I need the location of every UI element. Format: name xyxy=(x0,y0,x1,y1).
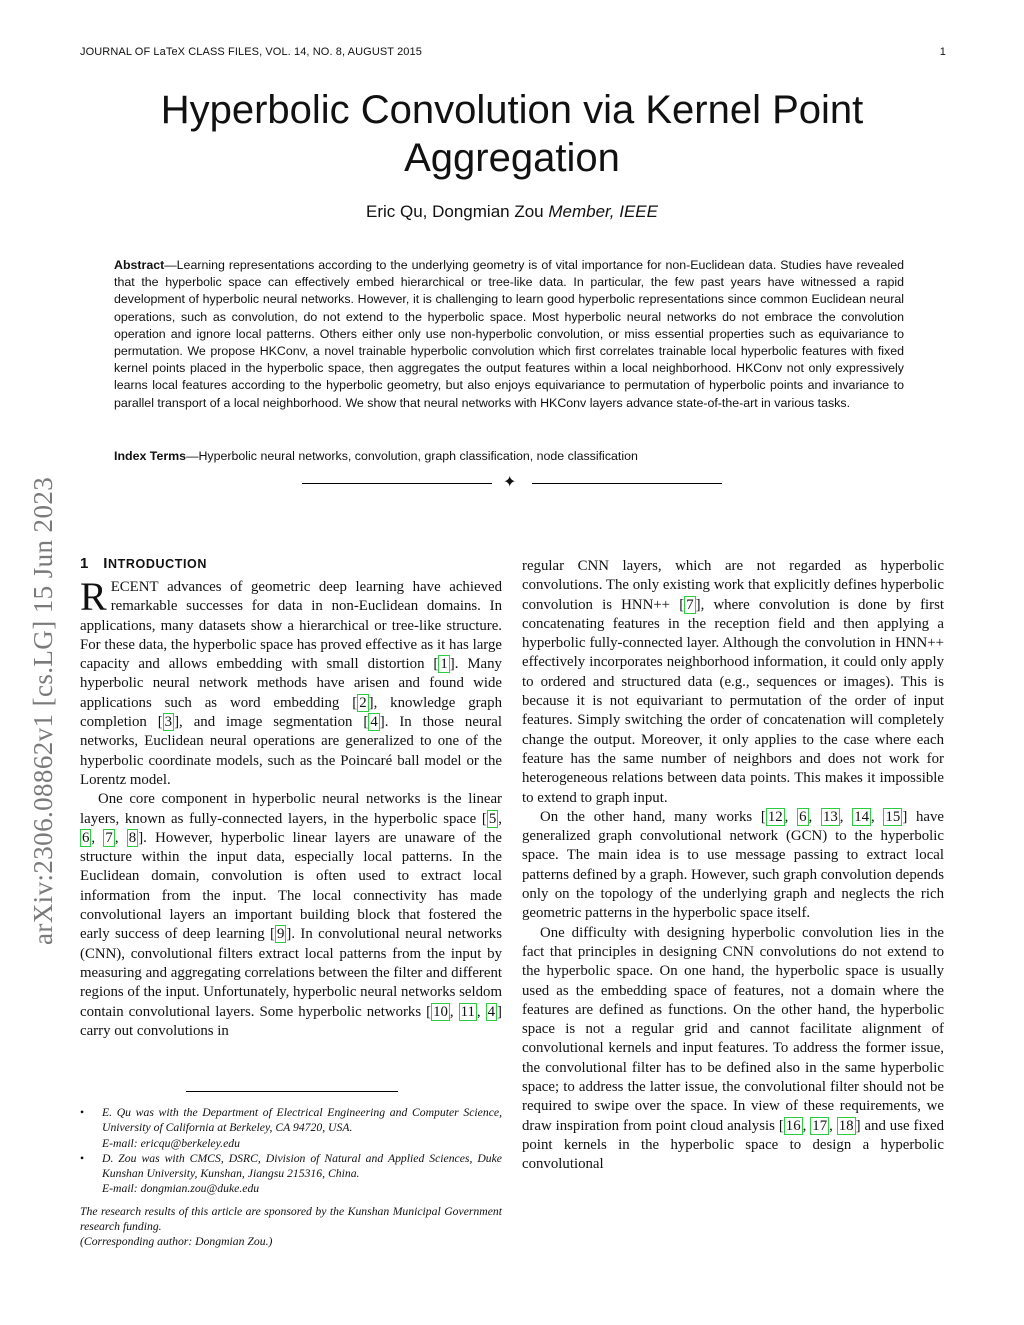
citation-link[interactable]: 9 xyxy=(276,926,285,943)
index-terms-label: Index Terms xyxy=(114,449,187,463)
citation-link[interactable]: 18 xyxy=(838,1117,854,1134)
separator-rule-right xyxy=(532,483,722,484)
text-run: . In convolutional neural networks (CNN), convolutional filters extract local patterns from the input by measuring and aggregating correlations between the filter and different regions of the input. Unfortunately, hyperbolic neural networks seldom contain convolutional layers. Some hyperbolic networks xyxy=(80,926,502,1020)
citation-link[interactable]: 12 xyxy=(767,808,783,825)
text-run: . However, hyperbolic linear layers are unaware of the structure within the input data, especially local patterns. In the Euclidean domain, convolution is often used to extract local information from the input. The local connectivity has made convolutional layers an important building block that fostered the early success of deep learning xyxy=(80,829,502,943)
citation-link[interactable]: 7 xyxy=(105,829,113,846)
index-terms xyxy=(114,448,904,465)
text-run: . Many hyperbolic neural network methods have arisen and found wide applications such as word embedding xyxy=(80,656,502,711)
citation-link[interactable]: 15 xyxy=(885,808,901,825)
text-run: . In those neural networks, Euclidean neural operations are generalized to one of the hyperbolic coordinate models, such as the Poincaré ball model or the Lorentz model. xyxy=(80,714,502,788)
citation-link[interactable]: 6 xyxy=(799,808,807,825)
intro-paragraph-5: One difficulty with designing hyperbolic convolution lies in the fact that principles in designing CNN convolutions do not extend to the hyperbolic space. On one hand, the hyperbolic space is usually used as the embedding space of features, not a domain where the features are defined as functions. On the other hand, the hyperbolic space is not a regular grid and cannot facilitate alignment of convolutional kernels and input features. To address the former issue, the convolutional filter has to be defined also in the same hyperbolic space; to address the latter issue, the convolutional filter should not be required to swipe over the space. In view of these requirements, we draw inspiration from point cloud analysis [ 16 , 17 , 18 ] and use fixed point kernels in the hyperbolic space to design a hyperbolic convolutional xyxy=(522,924,945,1173)
text-run: and use fixed point kernels in the hyperbolic space to design a hyperbolic convolutional xyxy=(522,1117,945,1173)
separator-rule-left xyxy=(302,483,492,484)
section-heading xyxy=(80,555,207,572)
section-title-rest: NTRODUCTION xyxy=(108,557,207,571)
citation-link[interactable]: 2 xyxy=(359,694,367,711)
footnote-qu-email: E-mail: ericqu@berkeley.edu xyxy=(102,1136,240,1150)
author-names: Eric Qu, Dongmian Zou xyxy=(366,202,544,221)
index-terms-text: —Hyperbolic neural networks, convolution, graph classification, node classification xyxy=(186,449,638,463)
intro-paragraph-3: regular CNN layers, which are not regarded as hyperbolic convolutions. The only existing work that explicitly defines hyperbolic convolution is HNN++ [ 7 ], where convolution is done by first concatenating features in the reception field and then applying a hyperbolic fully-connected layer. Although the convolution in HNN++ effectively incorporates neighborhood information, it could only apply to ordered and structured data (e.g., sequences or images). This is because it is not equivariant to permutation of the order of input features. Simply switching the order of concatenation will completely change the output. Moreover, it only applies to the case where each feature has the same number of neighbors and does not work for heterogeneous relations between data points. This makes it impossible to extend to graph input. xyxy=(522,558,944,806)
abstract-text: —Learning representations according to the underlying geometry is of vital importance for non-Euclidean data. Studies have revealed that the hyperbolic space can effectively embed hierarchical or tree-like data. In particular, the few past years have witnessed a rapid development of hyperbolic neural networks. However, it is challenging to learn good hyperbolic representations since common Euclidean neural operations, such as convolution, do not extend to the hyperbolic space. Most hyperbolic neural networks do not embrace the convolution operation and ignore local patterns. Others either only use non-hyperbolic convolution, or miss essential properties such as equivariance to permutation. We propose HKConv, a novel trainable hyperbolic convolution which first correlates trainable local hyperbolic features with fixed kernel points placed in the hyperbolic space, then aggregates the output features within a local neighborhood. HKConv not only expressively learns local features according to the hyperbolic geometry, but also enjoys equivariance to permutation of hyperbolic points and invariance to parallel transport of a local neighborhood. We show that neural networks with HKConv layers advance state-of-the-art in various tasks. xyxy=(114,258,904,410)
page-number: 1 xyxy=(939,46,946,58)
footnotes xyxy=(80,1105,502,1250)
arxiv-stamp: arXiv:2306.08862v1 [cs.LG] 15 Jun 2023 xyxy=(28,476,58,945)
citation-link[interactable]: 14 xyxy=(854,808,870,825)
abstract-label: Abstract xyxy=(114,258,165,272)
text-run: have generalized graph convolutional network (GCN) to the hyperbolic space. The main idea is to use message passing to extract local patterns defined by a graph. However, such graph convolution depends only on the topology of the underlying graph and neglects the rich geometric patterns in the hyperbolic space itself. xyxy=(522,808,944,922)
section-number: 1 xyxy=(80,555,89,572)
text-run: , knowledge graph completion xyxy=(80,694,502,731)
footnote-qu xyxy=(80,1105,502,1151)
citation-link[interactable]: 4 xyxy=(487,1003,496,1020)
left-column xyxy=(80,574,502,1041)
citation-link[interactable]: 17 xyxy=(812,1117,828,1134)
footnote-zou xyxy=(80,1151,502,1197)
text-run: One core component in hyperbolic neural networks is the linear layers, known as fully-connected layers, in the hyperbolic space xyxy=(80,791,502,827)
citation-link[interactable]: 8 xyxy=(128,829,137,846)
citation-link[interactable]: 13 xyxy=(822,808,838,825)
author-line xyxy=(112,202,912,222)
footnote-zou-affiliation: D. Zou was with CMCS, DSRC, Division of Natural and Applied Sciences, Duke Kunshan University, Kunshan, Jiangsu 215316, China. xyxy=(102,1151,502,1181)
text-run: On the other hand, many works xyxy=(540,808,761,825)
text-run: One difficulty with designing hyperbolic convolution lies in the fact that principles in designing CNN convolutions do not extend to the hyperbolic space. On one hand, the hyperbolic space is usually used as the embedding space of features, not a domain where the features are defined as functions. On the other hand, the hyperbolic space is not a regular grid and cannot facilitate alignment of convolutional kernels and input features. To address the former issue, the convolutional filter has to be defined also in the same hyperbolic space; to address the latter issue, the convolutional filter should not be required to swipe over the space. In view of these requirements, we draw inspiration from point cloud analysis xyxy=(522,924,944,1134)
bullet-icon: • xyxy=(80,1106,85,1119)
text-run: , where convolution is done by first concatenating features in the reception field and then applying a hyperbolic fully-connected layer. Although the convolution in HNN++ effectively incorporates neighborhood information, it could only apply to ordered and structured data (e.g., sequences or images). This is because it is not equivariant to permutation of the order of input features. Simply switching the order of concatenation will completely change the output. Moreover, it only applies to the case where each feature has the same number of neighbors and does not work for heterogeneous relations between data points. This makes it impossible to extend to graph input. xyxy=(522,596,944,806)
footnote-rule xyxy=(186,1091,398,1092)
running-head xyxy=(80,46,946,58)
citation-link[interactable]: 4 xyxy=(370,714,378,731)
text-run: regular CNN layers, which are not regarded as hyperbolic convolutions. The only existing work that explicitly defines hyperbolic convolution is HNN++ xyxy=(522,558,944,613)
intro-paragraph-4: On the other hand, many works [ 12 , 6 , 13 , 14 , 15 ] have generalized graph convolutional network (GCN) to the hyperbolic space. The main idea is to use message passing to extract local patterns defined by a graph. However, such graph convolution depends only on the topology of the underlying graph and neglects the rich geometric patterns in the hyperbolic space itself. xyxy=(522,808,944,922)
citation-link[interactable]: 6 xyxy=(82,829,90,846)
diamond-separator-icon: ✦ xyxy=(503,474,517,491)
citation-link[interactable]: 16 xyxy=(785,1117,801,1134)
footnote-funding: The research results of this article are sponsored by the Kunshan Municipal Government research funding. xyxy=(80,1204,502,1234)
right-column xyxy=(522,557,944,1175)
text-run: carry out convolutions in xyxy=(80,1022,229,1039)
paper-title: Hyperbolic Convolution via Kernel Point Aggregation xyxy=(160,88,864,180)
bullet-icon: • xyxy=(80,1151,85,1165)
author-membership: Member, IEEE xyxy=(548,202,658,221)
footnote-corresponding: (Corresponding author: Dongmian Zou.) xyxy=(80,1235,273,1249)
journal-header: JOURNAL OF LaTeX CLASS FILES, VOL. 14, NO. 8, AUGUST 2015 xyxy=(80,46,422,58)
citation-link[interactable]: 5 xyxy=(488,810,497,827)
citation-link[interactable]: 3 xyxy=(164,714,173,731)
abstract xyxy=(114,257,904,412)
dropcap: R xyxy=(80,574,107,619)
citation-link[interactable]: 10 xyxy=(433,1003,448,1020)
smallcaps-lead: ECENT xyxy=(110,579,159,595)
text-run: , and image segmentation xyxy=(179,714,364,731)
footnote-qu-affiliation: E. Qu was with the Department of Electrical Engineering and Computer Science, University of California at Berkeley, CA 94720, USA. xyxy=(102,1106,502,1135)
citation-link[interactable]: 11 xyxy=(460,1003,475,1020)
footnote-zou-email: E-mail: dongmian.zou@duke.edu xyxy=(102,1182,260,1196)
text-run: advances of geometric deep learning have achieved remarkable successes for data in non-Euclidean domains. In applications, many datasets show a hierarchical or tree-like structure. For these data, the hyperbolic space has proved effective as it has large capacity and allows embedding with small distortion xyxy=(80,579,502,673)
section-title-initial: I xyxy=(103,555,109,572)
intro-paragraph-2: One core component in hyperbolic neural networks is the linear layers, known as fully-connected layers, in the hyperbolic space [ 5 , 6 , 7 , 8 ]. However, hyperbolic linear layers are unaware of the structure within the input data, especially local patterns. In the Euclidean domain, convolution is often used to extract local information from the input. The local connectivity has made convolutional layers an important building block that fostered the early success of deep learning [ 9 ]. In convolutional neural networks (CNN), convolutional filters extract local patterns from the input by measuring and aggregating correlations between the filter and different regions of the input. Unfortunately, hyperbolic neural networks seldom contain convolutional layers. Some hyperbolic networks [ 10 , 11 , 4 ] carry out convolutions in xyxy=(80,791,502,1039)
intro-paragraph-1: RECENT advances of geometric deep learning have achieved remarkable successes for data in non-Euclidean domains. In applications, many datasets show a hierarchical or tree-like structure. For these data, the hyperbolic space has proved effective as it has large capacity and allows embedding with small distortion [ 1 ]. Many hyperbolic neural network methods have arisen and found wide applications such as word embedding [ 2 ], knowledge graph completion [ 3 ], and image segmentation [ 4 ]. In those neural networks, Euclidean neural operations are generalized to one of the hyperbolic coordinate models, such as the Poincaré ball model or the Lorentz model. xyxy=(80,574,502,788)
citation-link[interactable]: 1 xyxy=(440,656,448,673)
citation-link[interactable]: 7 xyxy=(686,596,694,613)
